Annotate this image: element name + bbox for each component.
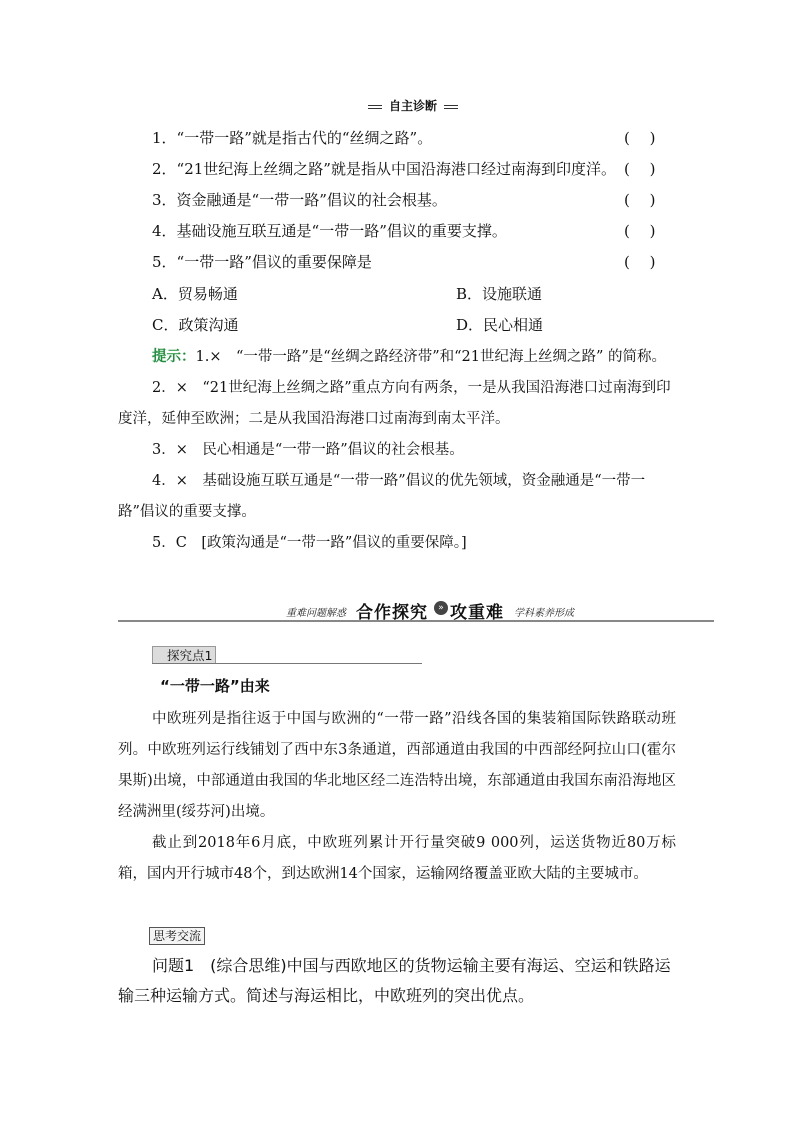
question-text: 5．“一带一路”倡议的重要保障是 <box>152 253 372 271</box>
banner-title-part1: 合作探究 <box>356 603 428 623</box>
question-5 <box>152 252 672 272</box>
inquiry-tab-bar <box>152 646 422 664</box>
answer-1 <box>118 342 676 373</box>
discussion-question <box>118 951 678 1011</box>
question-text: 4．基础设施互联互通是“一带一路”倡议的重要支撑。 <box>152 222 507 240</box>
banner-right-caption: 学科素养形成 <box>514 608 574 619</box>
option-d: D．民心相通 <box>456 316 544 334</box>
self-diagnosis-header <box>368 98 458 114</box>
answer-blank: ( ) <box>624 191 656 209</box>
tip-label: 提示： <box>152 349 196 365</box>
question-4 <box>152 221 672 241</box>
option-c: C．政策沟通 <box>152 316 239 334</box>
question-1-text: 问题1 (综合思维)中国与西欧地区的货物运输主要有海运、空运和铁路运输三种运输方式。简述与海运相比，中欧班列的突出优点。 <box>118 956 671 1005</box>
inquiry-paragraph-2: 截止到2018年6月底，中欧班列累计开行量突破9 000列，运送货物近80万标箱，国内开行城市48个，到达欧洲14个国家，运输网络覆盖亚欧大陆的主要城市。 <box>118 835 676 882</box>
question-text: 2．“21世纪海上丝绸之路”就是指从中国沿海港口经过南海到印度洋。 <box>152 160 616 178</box>
banner-left-caption: 重难问题解惑 <box>286 608 346 619</box>
answer-2: 2．× “21世纪海上丝绸之路”重点方向有两条，一是从我国沿海港口过南海到印度洋，延伸至欧洲；二是从我国沿海港口过南海到南太平洋。 <box>118 380 671 427</box>
inquiry-body <box>118 704 676 890</box>
section-banner <box>118 598 714 624</box>
answer-blank: ( ) <box>624 253 656 271</box>
discussion-label: 思考交流 <box>149 927 205 945</box>
answer-blank: ( ) <box>624 129 656 147</box>
option-b: B．设施联通 <box>456 285 543 303</box>
banner-rule <box>118 620 714 622</box>
option-a: A．贸易畅通 <box>152 285 238 303</box>
answer-5: 5．C [政策沟通是“一带一路”倡议的重要保障。] <box>152 535 467 551</box>
answer-block <box>118 342 676 559</box>
inquiry-title: “一带一路”由来 <box>160 677 270 695</box>
self-diagnosis-label: 自主诊断 <box>388 99 437 113</box>
question-text: 3．资金融通是“一带一路”倡议的社会根基。 <box>152 191 447 209</box>
inquiry-paragraph-1: 中欧班列是指往返于中国与欧洲的“一带一路”沿线各国的集装箱国际铁路联动班列。中欧班列运行线铺划了西中东3条通道，西部通道由我国的中西部经阿拉山口(霍尔果斯)出境，中部通道由我国的华北地区经二连浩特出境，东部通道由我国东南沿海地区经满洲里(绥芬河)出境。 <box>118 711 676 820</box>
question-3 <box>152 190 672 210</box>
answer-blank: ( ) <box>624 160 656 178</box>
answer-1-text: 1.× “一带一路”是“丝绸之路经济带”和“21世纪海上丝绸之路” 的简称。 <box>195 349 667 365</box>
answer-3: 3．× 民心相通是“一带一路”倡议的社会根基。 <box>152 442 464 458</box>
chevron-right-icon: » <box>434 601 448 615</box>
answer-4: 4．× 基础设施互联互通是“一带一路”倡议的优先领域，资金融通是“一带一路”倡议的重要支撑。 <box>118 473 646 520</box>
answer-blank: ( ) <box>624 222 656 240</box>
header-rule-left <box>368 105 382 109</box>
question-2 <box>152 159 672 179</box>
question-1 <box>152 128 672 148</box>
banner-title-part2: 攻重难 <box>450 603 504 623</box>
header-rule-right <box>444 105 458 109</box>
question-text: 1．“一带一路”就是指古代的“丝绸之路”。 <box>152 129 433 147</box>
inquiry-tab: 探究点1 <box>152 646 216 663</box>
